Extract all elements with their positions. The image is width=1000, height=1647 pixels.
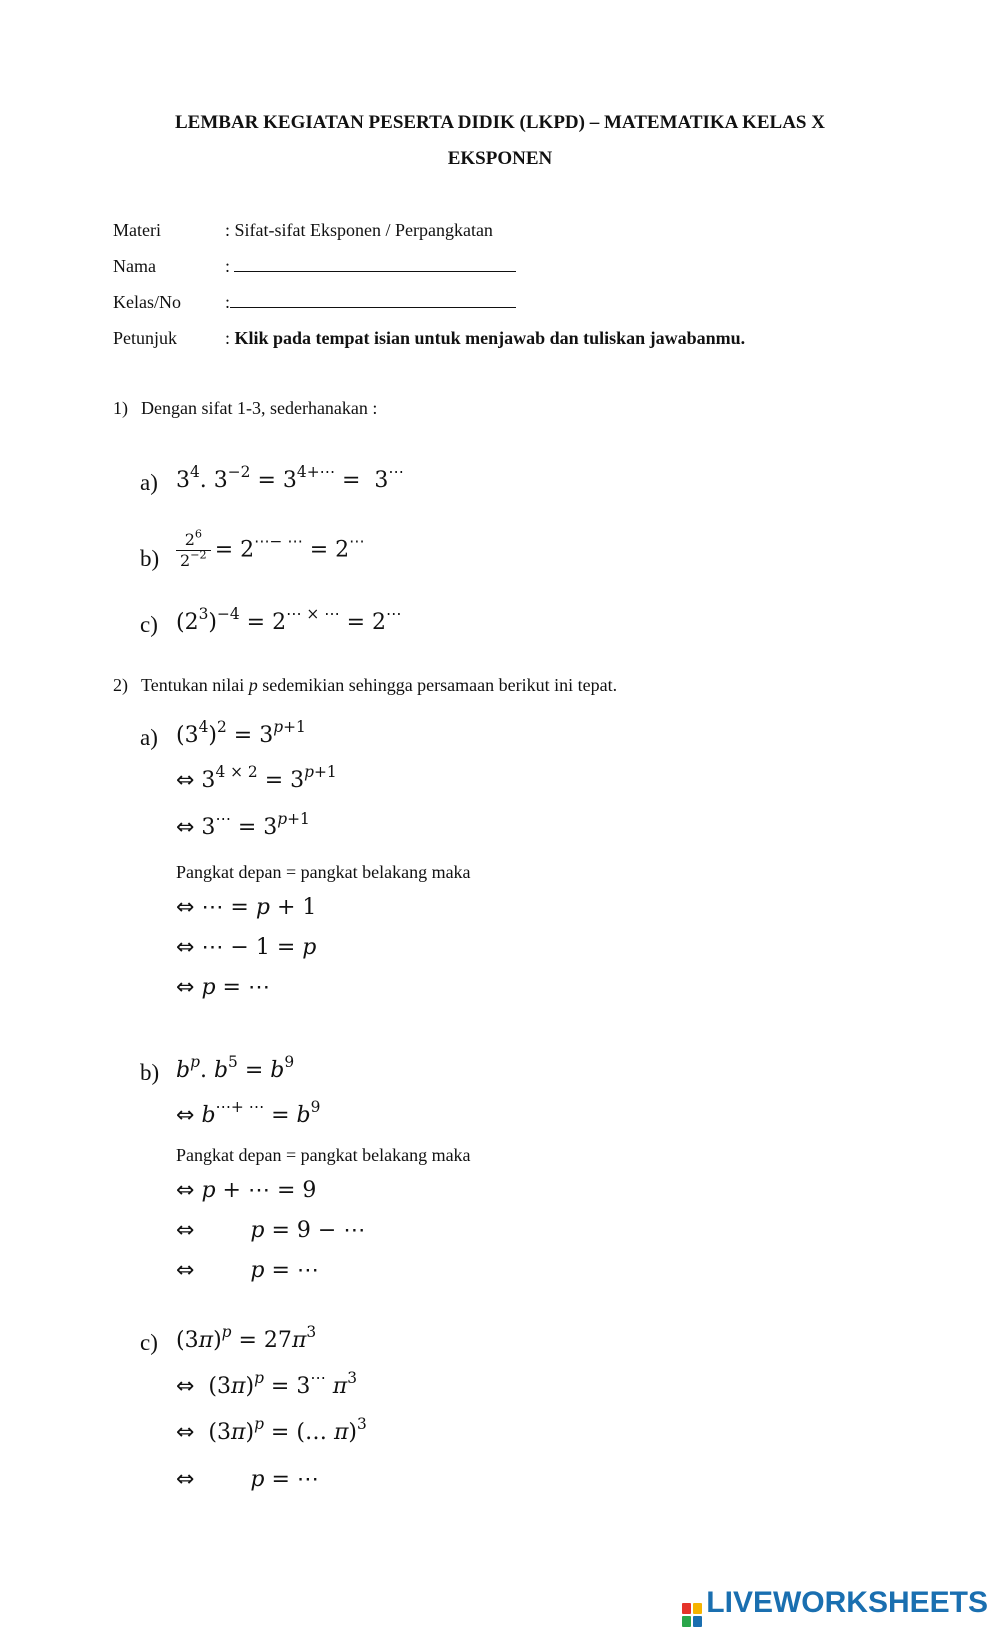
q2b-note: Pangkat depan = pangkat belakang maka (176, 1145, 471, 1165)
q1b-blank-3[interactable]: ⋯ (349, 532, 365, 551)
petunjuk-label: Petunjuk (113, 328, 178, 348)
q1b-blank-1[interactable]: ⋯ (254, 532, 270, 551)
q2b-line-3: ⇔ p + ⋯ = 9 (176, 1178, 317, 1203)
liveworksheets-logo (682, 1586, 988, 1627)
liveworksheets-logo-icon (682, 1603, 702, 1627)
q1c-equation: $(2^3)^{-4} = 2^{\cdots \times \cdots} = 2^\cdots$ (176, 605, 402, 635)
q2b-line-1: $b^p$. $b^5 = b^9$ (176, 1053, 295, 1083)
q2a-line-2: ⇔ $3^{4 \times 2} = 3^{p+1}$ (176, 763, 337, 793)
q2b-line-5: ⇔ p = ⋯ (176, 1258, 319, 1283)
q1a-blank-2[interactable]: ⋯ (388, 463, 404, 481)
q2b-blank-1[interactable]: ⋯ (215, 1098, 231, 1116)
q1-text: Dengan sifat 1-3, sederhanakan : (141, 398, 378, 418)
q2c-blank-3[interactable]: ⋯ (296, 1467, 319, 1492)
q1a-label: a) (140, 470, 158, 495)
materi-label: Materi (113, 220, 161, 240)
q2b-blank-4[interactable]: ⋯ (343, 1218, 366, 1243)
kelas-colon: : (225, 292, 231, 312)
q2c-line-4: ⇔ p = ⋯ (176, 1467, 319, 1492)
nama-field[interactable] (225, 256, 516, 277)
q1-number: 1) (113, 398, 128, 418)
q2a-line-1: $(3^4)^2 = 3^{p+1}$ (176, 718, 306, 748)
q2c-line-3: ⇔ $(3\pi)^p$ = (… π)$^3$ (176, 1415, 367, 1445)
q2c-blank-1[interactable]: ⋯ (310, 1369, 326, 1387)
q1b-blank-2[interactable]: ⋯ (287, 532, 303, 551)
q1c-blank-3[interactable]: ⋯ (386, 605, 402, 623)
nama-blank[interactable] (234, 256, 516, 272)
q1b-equation: $\frac{2^6}{2^{-2}}$ = 2⋯− ⋯ = 2⋯ (176, 530, 365, 571)
q2c-label: c) (140, 1330, 158, 1355)
petunjuk-row (225, 328, 745, 349)
q2-text-var: p (248, 675, 258, 695)
liveworksheets-logo-text: LIVEWORKSHEETS (706, 1586, 988, 1619)
nama-label: Nama (113, 256, 156, 276)
q2-text (141, 675, 617, 696)
q1c-blank-1[interactable]: ⋯ (286, 605, 302, 623)
materi-value: : Sifat-sifat Eksponen / Perpangkatan (225, 220, 493, 240)
worksheet-title: LEMBAR KEGIATAN PESERTA DIDIK (LKPD) – MATEMATIKA KELAS X (175, 112, 825, 133)
q2-text-before: Tentukan nilai (141, 675, 249, 695)
q2a-blank-1[interactable]: ⋯ (215, 810, 231, 828)
q1b-fraction: $\frac{2^6}{2^{-2}}$ (176, 530, 211, 571)
q2a-blank-3[interactable]: ⋯ (201, 935, 224, 960)
q1b-label: b) (140, 546, 160, 571)
worksheet-subtitle: EKSPONEN (447, 148, 553, 169)
petunjuk-value: Klik pada tempat isian untuk menjawab dan tuliskan jawabanmu. (234, 328, 746, 348)
kelas-field[interactable] (225, 292, 516, 313)
q2a-line-5: ⇔ ⋯ − 1 = p (176, 935, 317, 960)
q2c-line-1: $(3\pi)^p = 27\pi^3$ (176, 1323, 317, 1353)
q1a-blank-1[interactable]: ⋯ (319, 463, 335, 481)
kelas-label: Kelas/No (113, 292, 181, 312)
q2b-blank-5[interactable]: ⋯ (296, 1258, 319, 1283)
q2-number: 2) (113, 675, 128, 695)
q1a-equation: $3^4$. $3^{-2} = 3^{4+\cdots} = 3^\cdots$ (176, 463, 404, 493)
q2a-blank-2[interactable]: ⋯ (201, 895, 224, 920)
q2b-line-2: ⇔ $b^{\cdots+ \cdots} = b^9$ (176, 1098, 321, 1128)
q2b-blank-2[interactable]: ⋯ (248, 1098, 265, 1116)
q2b-line-4: ⇔ p = 9 − ⋯ (176, 1218, 366, 1243)
q2b-label: b) (140, 1060, 160, 1085)
kelas-blank[interactable] (230, 292, 516, 308)
q2a-line-4: ⇔ ⋯ = p + 1 (176, 895, 317, 920)
q2c-blank-2[interactable]: … (304, 1420, 327, 1445)
q2c-line-2: ⇔ $(3\pi)^p = 3^\cdots$ $\pi^3$ (176, 1369, 358, 1399)
q2b-blank-3[interactable]: ⋯ (247, 1178, 270, 1203)
q2a-note: Pangkat depan = pangkat belakang maka (176, 862, 471, 882)
q2a-line-6: ⇔ p = ⋯ (176, 975, 270, 1000)
q2a-label: a) (140, 725, 158, 750)
nama-colon: : (225, 256, 231, 276)
petunjuk-colon: : (225, 328, 231, 348)
q2a-blank-4[interactable]: ⋯ (247, 975, 270, 1000)
q1c-label: c) (140, 612, 158, 637)
q2-text-after: sedemikian sehingga persamaan berikut ini tepat. (257, 675, 618, 695)
q2a-line-3: ⇔ $3^\cdots = 3^{p+1}$ (176, 810, 310, 840)
q1c-blank-2[interactable]: ⋯ (324, 605, 340, 623)
